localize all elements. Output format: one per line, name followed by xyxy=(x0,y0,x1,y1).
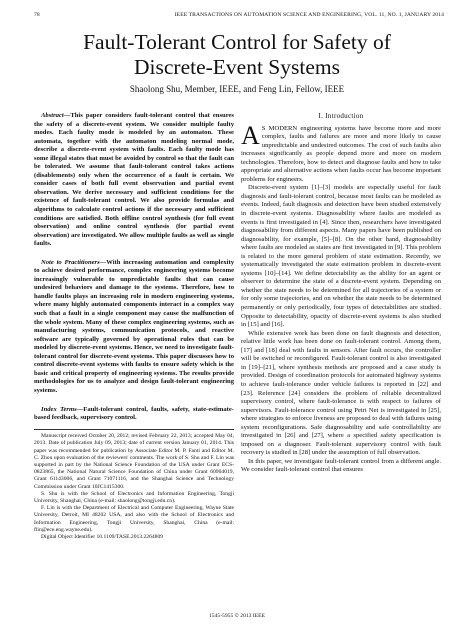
practitioners-label: Note to Practitioners— xyxy=(41,258,107,266)
section-heading: I. Introduction xyxy=(318,112,364,120)
author-line: Shaolong Shu, Member, IEEE, and Feng Lin, Fellow, IEEE xyxy=(129,84,345,94)
abstract xyxy=(34,112,234,249)
footnote-author-shu: S. Shu is with the School of Electronics and Information Engineering, Tongji University, Shanghai, China (e-mail: shaolong@tongji.edu.cn). xyxy=(34,490,234,504)
index-terms-text: Fault-tolerant control, faults, safety, state-estimate-based feedback, supervisory control. xyxy=(34,405,234,422)
intro-paragraph-1: S MODERN engineering systems have become more and more complex, faults and failures are more and more likely to cause unpredictable and undesired outcomes. The cost of such faults also increases significantly as people depend more and more on modern technologies. Therefore, how to detect and diagnose faults and how to take appropriate and alternative actions when faults occur has become important problems for engineers. xyxy=(241,124,441,183)
footnotes xyxy=(34,433,234,541)
title-line-2: Discrete-Event Systems xyxy=(134,55,340,79)
index-terms-label: Index Terms— xyxy=(41,405,84,413)
left-column xyxy=(34,112,234,541)
abstract-label: Abstract— xyxy=(41,112,71,119)
index-terms xyxy=(34,406,234,423)
intro-paragraph-4: In this paper, we investigate fault-tolerant control from a different angle. We consider fault-tolerant control that ensures xyxy=(241,457,441,474)
intro-paragraph-2: Discrete-event system [1]–[3] models are especially useful for fault diagnosis and fault-tolerant control, because most faults can be modeled as events. Indeed, fault diagnosis and detection have been studied extensively in discrete-event systems. Diagnosability where faults are modeled as events is first investigated in [4]. Since then, researchers have investigated diagnosability from different aspects. Many papers have been published on diagnosability, for example, [5]–[8]. On the other hand, diagnosability where faults are modeled as states are first investigated in [9]. This problem is related to the more general problem of state estimation. Recently, we systematically investigated the state estimation problem in discrete-event systems [10]–[14]. We define detectability as the ability for an agent or observer to determine the state of a discrete-event system. Depending on whether the state needs to be determined for all trajectories of a system or for only some trajectories, and on whether the state needs to be determined permanently or only periodically, four types of detectabilities are studied. Opposite to detectability, opacity of discrete-event systems is also studied in [15] and [16]. xyxy=(241,184,442,329)
paper-title xyxy=(30,30,444,80)
journal-header: IEEE TRANSACTIONS ON AUTOMATION SCIENCE AND ENGINEERING, VOL. 11, NO. 1, JANUARY 2014 xyxy=(174,12,444,18)
intro-first-paragraph xyxy=(241,120,441,185)
footnote-author-lin: F. Lin is with the Department of Electrical and Computer Engineering, Wayne State University, Detroit, MI 48202 USA, and also with the School of Electronics and Information Engineering, Tongji University, Shanghai, China (e-mail: flin@ece.eng.wayne.edu). xyxy=(34,505,234,533)
page-number: 78 xyxy=(34,12,40,18)
footnote-doi: Digital Object Identifier 10.1109/TASE.2013.2264809 xyxy=(41,533,164,540)
footnote-divider xyxy=(34,429,234,430)
right-column xyxy=(241,112,441,475)
title-line-1: Fault-Tolerant Control for Safety of xyxy=(83,30,391,54)
abstract-text: This paper considers fault-tolerant control that ensures the safety of a discrete-event system. We consider multiple faulty modes. Each faulty mode is modeled by an automaton. These automata, together with the automaton modeling normal mode, describe a discrete-event system with faults. Each faulty mode has some illegal states that must be avoided by control so that the fault can be tolerated. We assume that fault-tolerant control takes actions (disablements) only when the occurrence of a fault is certain. We consider cases of both full event observation and partial event observation. We derive necessary and sufficient conditions for the existence of fault-tolerant control. We also provide formulas and algorithms to calculate control actions if the necessary and sufficient conditions are satisfied. Both offline control synthesis (for full event observation) and online control synthesis (for partial event observation) are investigated. We allow multiple faults as well as single faults. xyxy=(34,112,234,248)
footnote-manuscript: Manuscript received October 20, 2012; revised February 22, 2013; accepted May 04, 2013. Date of publication July 09, 2013; date of current version January 01, 2014. This paper was recommended for publication by Associate Editor M. P. Fanti and Editor M. C. Zhou upon evaluation of the reviewers' comments. The work of S. Shu and F. Lin was supported in part by the National Science Foundation of the USA under Grant ECS-0823865, the National Natural Science Foundation of China under Grant 60904019, Grant 61143006, and Grant 71071116, and the Shanghai Science and Technology Commission under Grant 10JC1415300. xyxy=(34,433,234,490)
note-to-practitioners xyxy=(34,259,234,396)
practitioners-text: With increasing automation and complexity to achieve desired performance, complex engineering systems become increasingly vulnerable to unpredictable faults that can cause undesired behaviors and damage to the systems. Therefore, how to handle faults plays an increasing role in modern engineering systems, where many highly automated components interact in a complex way such that a fault in a single component may cause the malfunction of the whole system. Many of these complex engineering systems, such as manufacturing systems, communication protocols, and reactive software are typically governed by operational rules that can be modeled by discrete-event systems. Hence, we need to investigate fault-tolerant control for discrete-event systems. This paper discusses how to control discrete-event systems with faults to ensure safety which is the basic and critical property of engineering systems. The results provide methodologies for us to analyze and design fault-tolerant engineering systems. xyxy=(34,258,234,394)
drop-cap: A xyxy=(241,120,260,150)
intro-paragraph-3: While extensive work has been done on fault diagnosis and detection, relative little work has been done on fault-tolerant control. Among them, [17] and [18] deal with faults in sensors. After fault occurs, the controller will be switched or reconfigured. Fault-tolerant control is also investigated in [19]–[21], where synthesis methods are proposed and a case study is provided. Design of coordination protocols for automated highway systems to achieve fault-tolerance under vehicle failures is reported in [22] and [23]. Reference [24] considers the problem of reliable decentralized supervisory control, where fault-tolerance is with respect to failures of supervisors. Fault-tolerance control using Petri Net is investigated in [25], where strategies to enforce liveness are proposed to deal with failures using system reconfigurations. Safe diagnosability and safe controllability are investigated in [26] and [27], where a specified safety specification is imposed on a diagnoser. Fault-tolerant supervisory control with fault recovery is studied in [28] under the assumption of full observation. xyxy=(241,329,441,457)
copyright-line: 1545-5955 © 2013 IEEE xyxy=(209,613,265,619)
